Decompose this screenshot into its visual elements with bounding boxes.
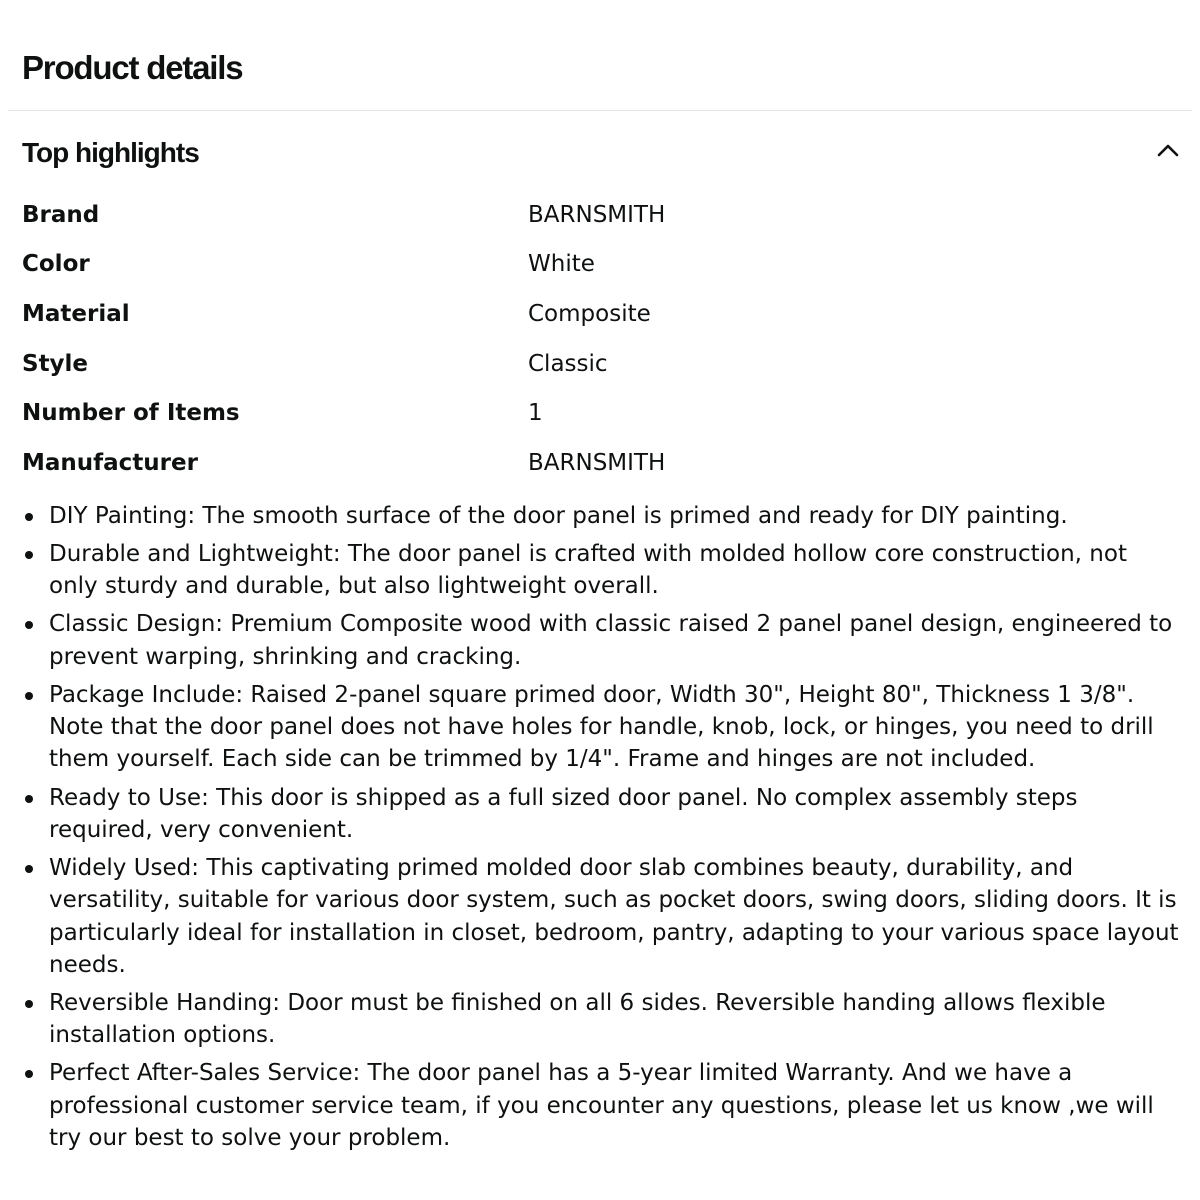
spec-key: Color: [22, 251, 90, 278]
spec-value: Composite: [528, 300, 651, 327]
feature-bullet-text: Widely Used: This captivating primed molded door slab combines beauty, durability, and versatility, suitable for various door system, such as pocket doors, swing doors, sliding doors. It is particularly ideal for installation in closet, bedroom, pantry, adapting to your various space layout needs.: [49, 854, 1179, 978]
spec-value: 1: [528, 400, 543, 427]
feature-bullet: [22, 782, 1182, 847]
feature-bullet: [22, 1057, 1182, 1154]
feature-bullet-text: Ready to Use: This door is shipped as a full sized door panel. No complex assembly steps required, very convenient.: [49, 784, 1078, 843]
spec-value: Classic: [528, 350, 608, 377]
spec-row-number-of-items: [22, 388, 1182, 438]
feature-bullet: [22, 852, 1182, 981]
feature-bullet-text: DIY Painting: The smooth surface of the door panel is primed and ready for DIY painting.: [49, 503, 1068, 529]
section-divider: [8, 110, 1192, 111]
feature-bullet-text: Perfect After-Sales Service: The door panel has a 5-year limited Warranty. And we have a professional customer service team, if you encounter any questions, please let us know ,we will try our best to solve your problem.: [49, 1060, 1154, 1151]
spec-key: Material: [22, 300, 130, 327]
chevron-up-icon[interactable]: [1156, 140, 1180, 160]
feature-bullet-text: Package Include: Raised 2-panel square primed door, Width 30", Height 80", Thickness 1 3/8". Note that the door panel does not have holes for handle, knob, lock, or hinges, you need to drill them yourself. Each side can be trimmed by 1/4". Frame and hinges are not included.: [49, 681, 1154, 773]
spec-row-brand: [22, 190, 1182, 240]
feature-bullet: [22, 538, 1182, 603]
feature-bullet-text: Durable and Lightweight: The door panel is crafted with molded hollow core construction, not only sturdy and durable, but also lightweight overall.: [49, 541, 1127, 600]
spec-value: BARNSMITH: [528, 449, 666, 476]
bullet-dot-icon: [25, 692, 33, 700]
spec-key: Style: [22, 350, 89, 377]
spec-row-material: [22, 289, 1182, 339]
page-title: Product details: [22, 49, 243, 86]
spec-key: Manufacturer: [22, 449, 198, 476]
spec-key: Brand: [22, 201, 100, 228]
bullet-dot-icon: [25, 1000, 33, 1008]
feature-bullet: [22, 679, 1182, 776]
feature-bullet: [22, 500, 1182, 532]
spec-row-color: [22, 240, 1182, 290]
feature-bullet: [22, 987, 1182, 1052]
feature-bullet: [22, 608, 1182, 673]
feature-bullet-text: Classic Design: Premium Composite wood with classic raised 2 panel panel design, engineered to prevent warping, shrinking and cracking.: [49, 611, 1173, 670]
bullet-dot-icon: [25, 621, 33, 629]
section-title: Top highlights: [22, 137, 199, 168]
bullet-dot-icon: [25, 795, 33, 803]
spec-key: Number of Items: [22, 400, 240, 427]
bullet-dot-icon: [25, 865, 33, 873]
feature-bullet-list: [22, 500, 1182, 1160]
feature-bullet-text: Reversible Handing: Door must be finished on all 6 sides. Reversible handing allows flexible installation options.: [49, 989, 1106, 1049]
specs-table: [22, 190, 1182, 488]
bullet-dot-icon: [25, 513, 33, 521]
spec-value: White: [528, 251, 595, 278]
spec-row-style: [22, 339, 1182, 389]
spec-value: BARNSMITH: [528, 201, 666, 228]
spec-row-manufacturer: [22, 438, 1182, 488]
bullet-dot-icon: [25, 551, 33, 559]
top-highlights-toggle[interactable]: [0, 128, 1200, 178]
bullet-dot-icon: [25, 1070, 33, 1078]
